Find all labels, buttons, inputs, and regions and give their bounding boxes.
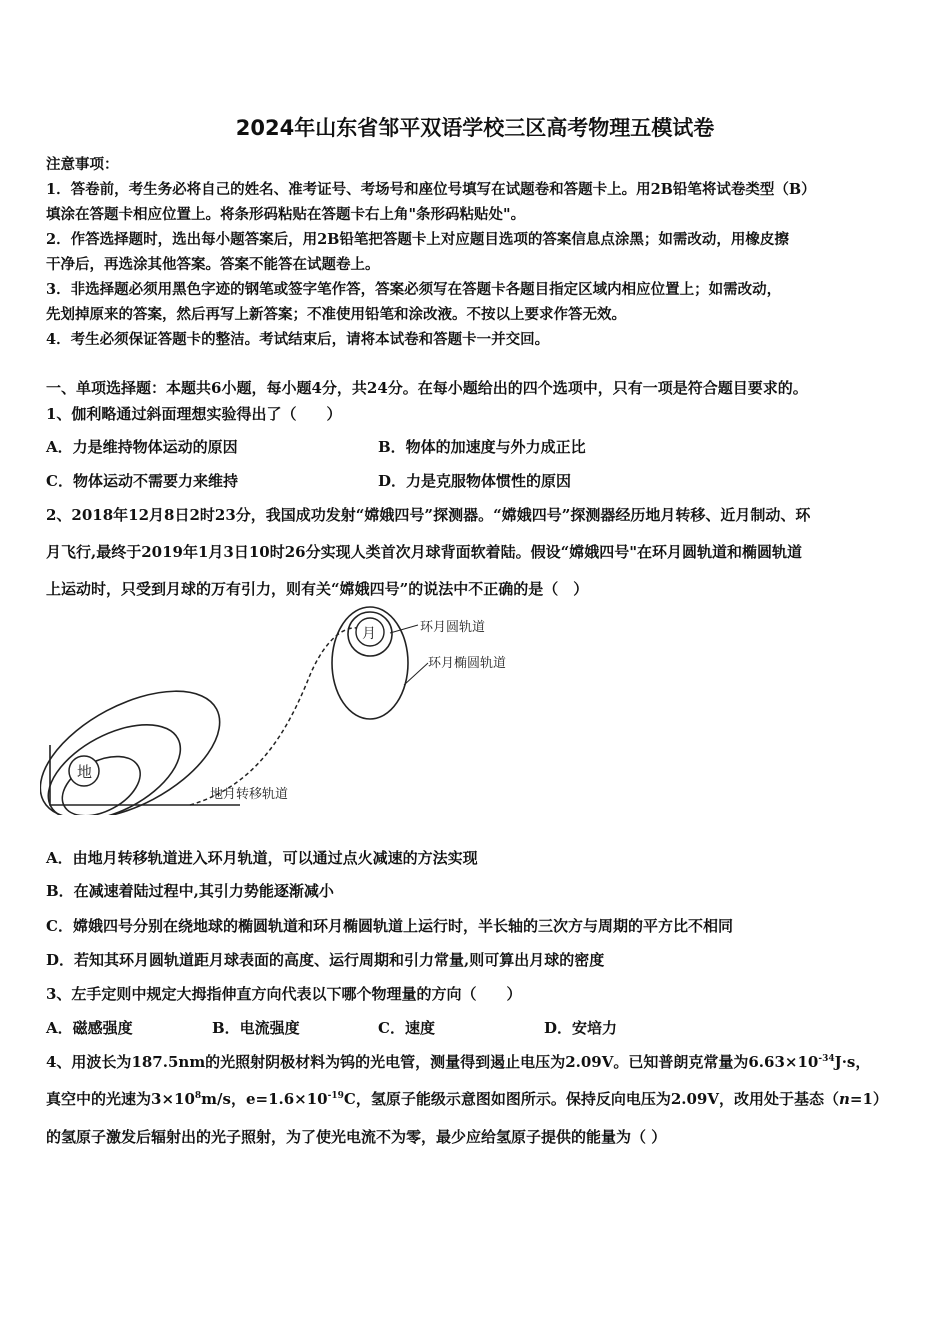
q3-option-c: C．速度: [378, 1019, 435, 1037]
q4-variable: n: [839, 1090, 850, 1108]
q1-option-d: D．力是克服物体惯性的原因: [378, 472, 572, 490]
transfer-orbit: [190, 628, 362, 805]
orbit-diagram: [40, 605, 540, 815]
q1-option-a: A．力是维持物体运动的原因: [46, 438, 238, 456]
q4-text: J·s，: [834, 1053, 871, 1071]
q2-option-c: C．嫦娥四号分别在绕地球的椭圆轨道和环月椭圆轨道上运行时，半长轴的三次方与周期的平方比不相同: [46, 917, 733, 935]
q1-option-c: C．物体运动不需要力来维持: [46, 472, 238, 490]
notice-line: 先划掉原来的答案，然后再写上新答案；不准使用铅笔和涂改液。不按以上要求作答无效。: [46, 306, 626, 323]
q4-text: 真空中的光速为3×10: [46, 1090, 195, 1108]
notice-line: 3．非选择题必须用黑色字迹的钢笔或签字笔作答，答案必须写在答题卡各题目指定区域内相应位置上；如需改动，: [46, 281, 782, 298]
q3-option-a: A．磁感强度: [46, 1019, 133, 1037]
q4-text: 4、用波长为187.5nm的光照射阴极材料为钨的光电管，测量得到遏止电压为2.09V。已知普朗克常量为6.63×10: [46, 1053, 819, 1071]
question-4-line: 的氢原子激发后辐射出的光子照射，为了使光电流不为零，最少应给氢原子提供的能量为（ ）: [46, 1128, 667, 1146]
q2-option-b: B．在减速着陆过程中,其引力势能逐渐减小: [46, 882, 334, 900]
circular-orbit-label: 环月圆轨道: [420, 620, 486, 635]
notice-line: 填涂在答题卡相应位置上。将条形码粘贴在答题卡右上角"条形码粘贴处"。: [46, 206, 526, 223]
earth-orbit-middle: [40, 705, 196, 815]
notice-heading: 注意事项：: [46, 156, 119, 173]
q4-text: m/s，e=1.6×10: [201, 1090, 328, 1108]
question-2-stem: 月飞行,最终于2019年1月3日10时26分实现人类首次月球背面软着陆。假设“嫦娥四号"在环月圆轨道和椭圆轨道: [46, 543, 803, 561]
q4-text: =1）: [849, 1090, 888, 1108]
notice-line: 1．答卷前，考生务必将自己的姓名、准考证号、考场号和座位号填写在试题卷和答题卡上。用2B铅笔将试卷类型（B）: [46, 181, 816, 198]
earth-label: 地: [77, 763, 93, 781]
question-1-stem: 1、伽利略通过斜面理想实验得出了（ ）: [46, 405, 342, 423]
q4-exponent: -34: [818, 1054, 835, 1064]
question-4-line: [46, 1051, 916, 1072]
question-4-line: [46, 1088, 916, 1109]
q2-option-d: D．若知其环月圆轨道距月球表面的高度、运行周期和引力常量,则可算出月球的密度: [46, 951, 605, 969]
leader-line: [390, 625, 418, 633]
q1-option-b: B．物体的加速度与外力成正比: [378, 438, 586, 456]
question-2-stem: 2、2018年12月8日2时23分，我国成功发射“嫦娥四号”探测器。“嫦娥四号”探测器经历地月转移、近月制动、环: [46, 506, 811, 524]
transfer-orbit-label: 地月转移轨道: [210, 787, 289, 802]
q3-option-b: B．电流强度: [212, 1019, 300, 1037]
question-2-stem: 上运动时，只受到月球的万有引力，则有关“嫦娥四号”的说法中不正确的是（ ）: [46, 580, 589, 598]
page-title: 2024年山东省邹平双语学校三区高考物理五模试卷: [235, 116, 715, 140]
question-3-stem: 3、左手定则中规定大拇指伸直方向代表以下哪个物理量的方向（ ）: [46, 985, 522, 1003]
elliptical-orbit-label: 环月椭圆轨道: [428, 656, 507, 671]
notice-line: 2．作答选择题时，选出每小题答案后，用2B铅笔把答题卡上对应题目选项的答案信息点涂黑；如需改动，用橡皮擦: [46, 231, 789, 248]
notice-line: 干净后，再选涂其他答案。答案不能答在试题卷上。: [46, 256, 380, 273]
q3-option-d: D．安培力: [544, 1019, 618, 1037]
moon-label: 月: [362, 626, 376, 642]
notice-line: 4．考生必须保证答题卡的整洁。考试结束后，请将本试卷和答题卡一并交回。: [46, 331, 550, 348]
section-heading: 一、单项选择题：本题共6小题，每小题4分，共24分。在每小题给出的四个选项中，只有一项是符合题目要求的。: [46, 379, 808, 397]
q2-option-a: A．由地月转移轨道进入环月轨道，可以通过点火减速的方法实现: [46, 849, 478, 867]
q4-text: C，氢原子能级示意图如图所示。保持反向电压为2.09V，改用处于基态（: [343, 1090, 839, 1108]
q4-exponent: -19: [327, 1091, 344, 1101]
q4-exponent: 8: [194, 1091, 202, 1101]
